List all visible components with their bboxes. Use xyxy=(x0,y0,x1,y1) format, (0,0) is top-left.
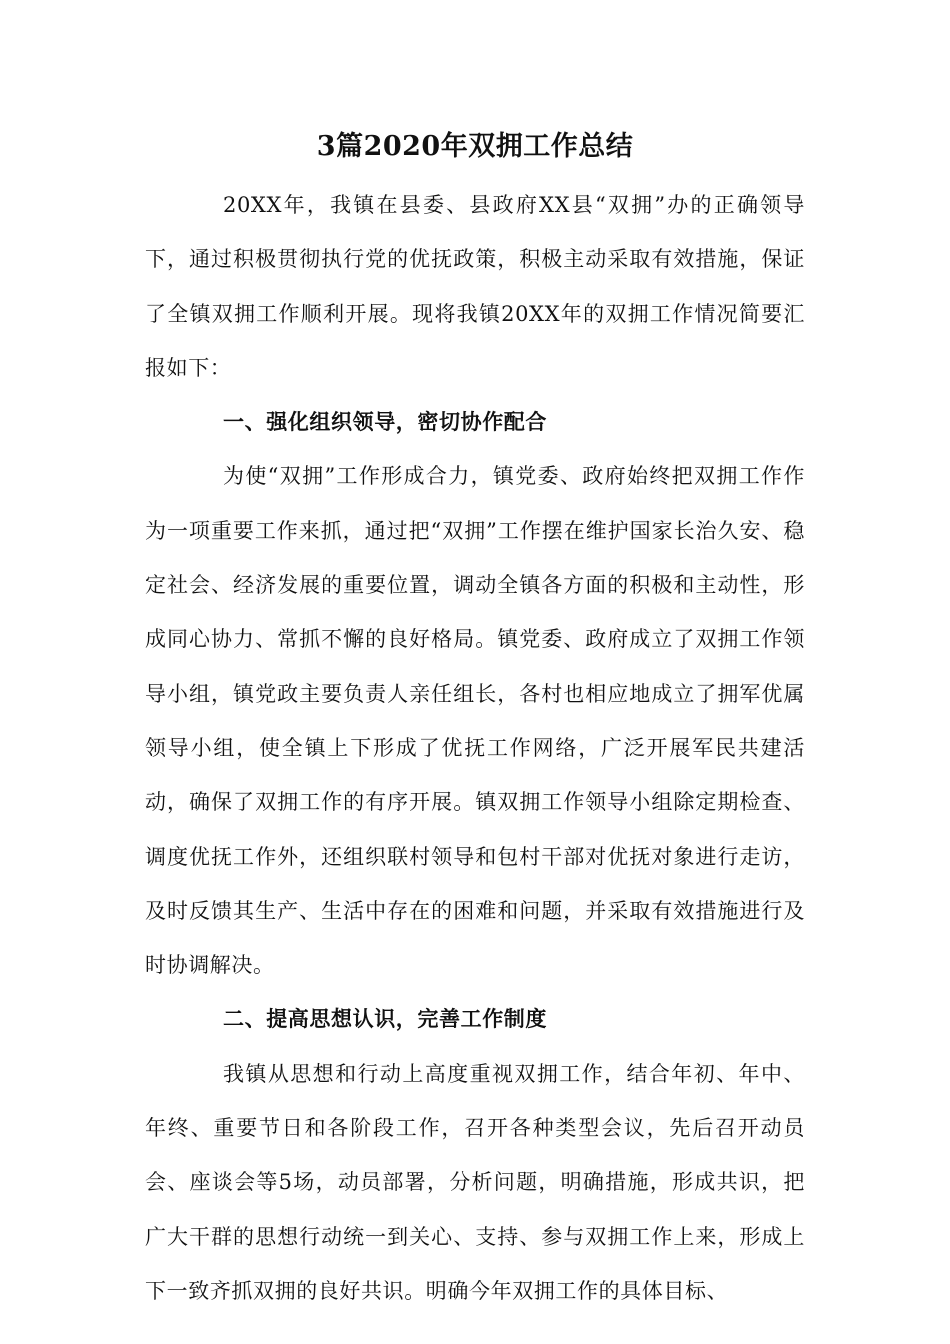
intro-paragraph: 20XX年，我镇在县委、县政府XX县“双拥”办的正确领导下，通过积极贯彻执行党的优抚政策，积极主动采取有效措施，保证了全镇双拥工作顺利开展。现将我镇20XX年的双拥工作情况简要汇报如下： xyxy=(145,193,805,380)
document-body xyxy=(145,178,805,1318)
document-title: 3篇2020年双拥工作总结 xyxy=(316,131,634,162)
section-1-heading: 一、强化组织领导，密切协作配合 xyxy=(223,409,547,435)
section-1-paragraph: 为使“双拥”工作形成合力，镇党委、政府始终把双拥工作作为一项重要工作来抓，通过把“双拥”工作摆在维护国家长治久安、稳定社会、经济发展的重要位置，调动全镇各方面的积极和主动性，形成同心协力、常抓不懈的良好格局。镇党委、政府成立了双拥工作领导小组，镇党政主要负责人亲任组长，各村也相应地成立了拥军优属领导小组，使全镇上下形成了优抚工作网络，广泛开展军民共建活动，确保了双拥工作的有序开展。镇双拥工作领导小组除定期检查、调度优抚工作外，还组织联村领导和包村干部对优抚对象进行走访，及时反馈其生产、生活中存在的困难和问题，并采取有效措施进行及时协调解决。 xyxy=(145,464,805,978)
section-2-heading: 二、提高思想认识，完善工作制度 xyxy=(223,1006,547,1032)
section-2-paragraph: 我镇从思想和行动上高度重视双拥工作，结合年初、年中、年终、重要节日和各阶段工作，召开各种类型会议，先后召开动员会、座谈会等5场，动员部署，分析问题，明确措施，形成共识，把广大干群的思想行动统一到关心、支持、参与双拥工作上来，形成上下一致齐抓双拥的良好共识。明确今年双拥工作的具体目标、 xyxy=(145,1061,805,1303)
